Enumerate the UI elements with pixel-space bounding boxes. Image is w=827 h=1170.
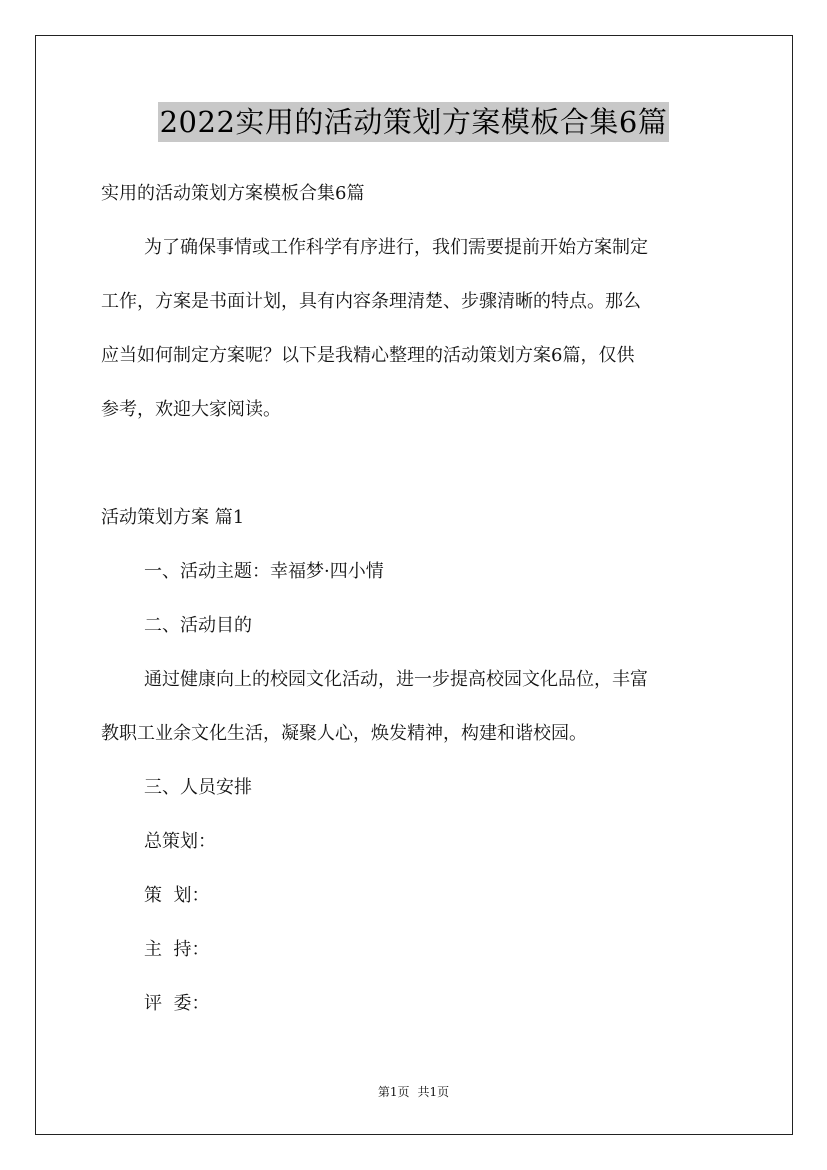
intro-line-4: 参考，欢迎大家阅读。 [101,399,281,420]
host-label: 主 持： [144,939,210,960]
document-subtitle: 实用的活动策划方案模板合集6篇 [101,183,365,204]
staff-heading: 三、人员安排 [144,777,252,798]
section-heading: 活动策划方案 篇1 [101,507,245,528]
intro-line-1: 为了确保事情或工作科学有序进行，我们需要提前开始方案制定 [144,237,648,258]
purpose-heading: 二、活动目的 [144,615,252,636]
intro-line-3: 应当如何制定方案呢？以下是我精心整理的活动策划方案6篇，仅供 [101,345,635,366]
document-title: 2022实用的活动策划方案模板合集6篇 [158,102,670,142]
judges-label: 评 委： [144,993,210,1014]
planner-label: 策 划： [144,885,210,906]
page-total: 共1页 [417,1085,450,1099]
page-number: 第1页 [377,1085,410,1099]
chief-planner-label: 总策划： [144,831,216,852]
purpose-line-2: 教职工业余文化生活，凝聚人心，焕发精神，构建和谐校园。 [101,723,587,744]
title-container [0,102,827,142]
page-footer [0,1084,827,1100]
intro-line-2: 工作，方案是书面计划，具有内容条理清楚、步骤清晰的特点。那么 [101,291,641,312]
purpose-line-1: 通过健康向上的校园文化活动，进一步提高校园文化品位，丰富 [144,669,648,690]
activity-theme: 一、活动主题：幸福梦·四小情 [144,561,384,582]
